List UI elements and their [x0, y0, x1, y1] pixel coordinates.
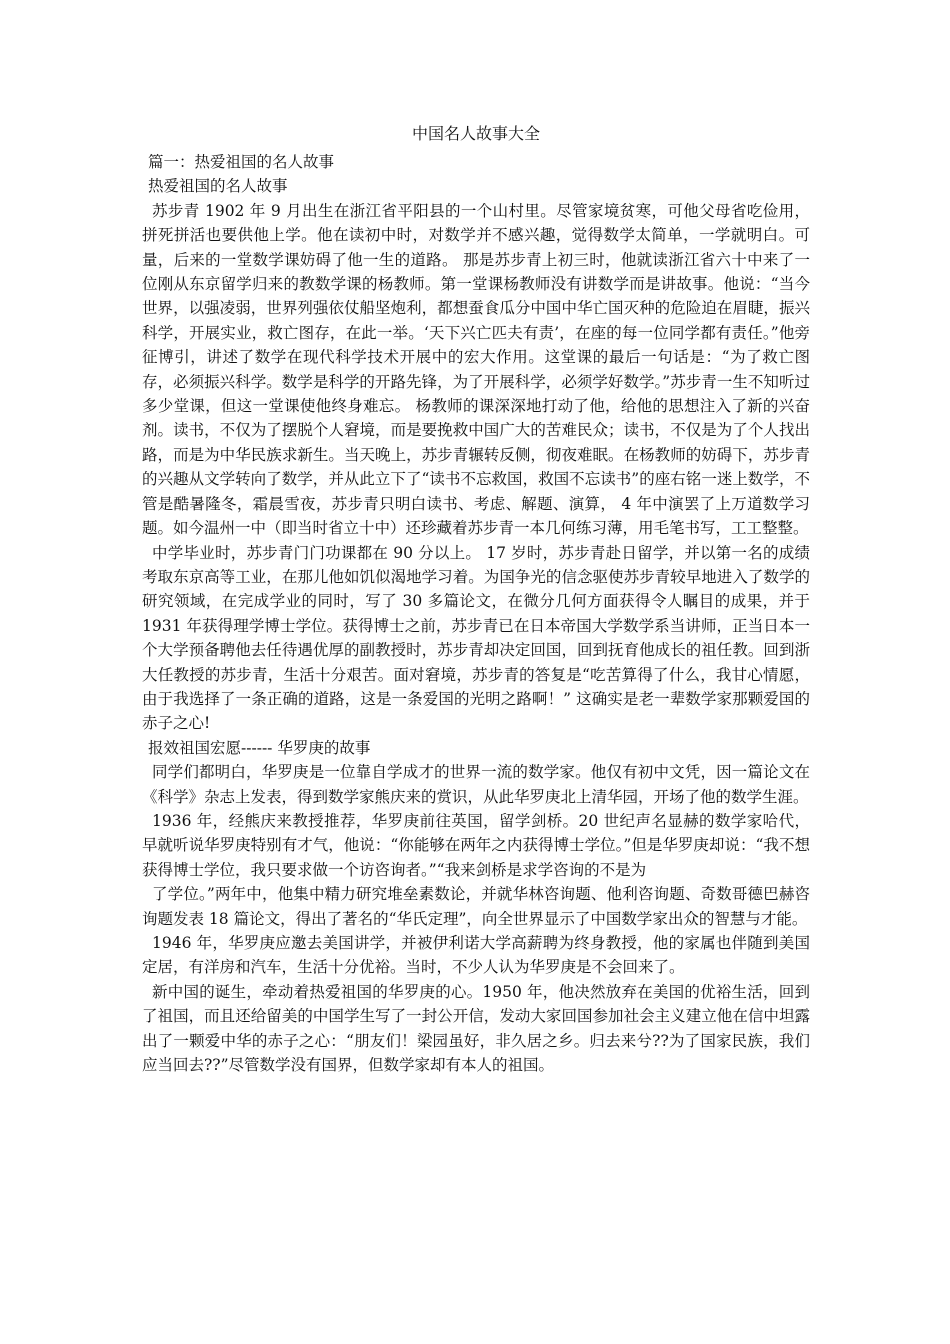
paragraph: 1936 年，经熊庆来教授推荐，华罗庚前往英国，留学剑桥。20 世纪声名显赫的数学家哈代，早就听说华罗庚特别有才气，他说：“你能够在两年之内获得博士学位。”但是华罗庚却说：“我不想获得博士学位，我只要求做一个访咨询者。”“我来剑桥是求学咨询的不是为	[142, 811, 810, 879]
paragraph: 中学毕业时，苏步青门门功课都在 90 分以上。 17 岁时，苏步青赴日留学，并以第一名的成绩考取东京高等工业，在那儿他如饥似渴地学习着。为国争光的信念驱使苏步青较早地进入了数学的研究领域，在完成学业的同时，写了 30 多篇论文，在微分几何方面获得令人瞩目的成果，并于 1931 年获得理学博士学位。获得博士之前，苏步青已在日本帝国大学数学系当讲师，正当日本一个大学预备聘他去任待遇优厚的副教授时，苏步青却决定回国，回到抚育他成长的祖任教。回到浙大任教授的苏步青，生活十分艰苦。面对窘境，苏步青的答复是“吃苦算得了什么，我甘心情愿，由于我选择了一条正确的道路，这是一条爱国的光明之路啊！” 这确实是老一辈数学家那颗爱国的赤子之心!	[142, 543, 810, 733]
document-title: 中国名人故事大全	[411, 124, 540, 143]
paragraph: 1946 年，华罗庚应邀去美国讲学，并被伊利诺大学高薪聘为终身教授，他的家属也伴随到美国定居，有洋房和汽车，生活十分优裕。当时，不少人认为华罗庚是不会回来了。	[142, 934, 810, 977]
sub-heading: 热爱祖国的名人故事	[148, 177, 288, 196]
paragraph: 新中国的诞生，牵动着热爱祖国的华罗庚的心。1950 年，他决然放弃在美国的优裕生活，回到了祖国，而且还给留美的中国学生写了一封公开信，发动大家回国参加社会主义建立他在信中坦露出了一颗爱中华的赤子之心：“朋友们！梁园虽好，非久居之乡。归去来兮??为了国家民族，我们应当回去??”尽管数学没有国界，但数学家却有本人的祖国。	[142, 982, 810, 1075]
section-heading: 篇一：热爱祖国的名人故事	[148, 153, 335, 171]
sub-heading-hua-luogeng: 报效祖国宏愿------ 华罗庚的故事	[148, 738, 371, 757]
paragraph: 了学位。”两年中，他集中精力研究堆垒素数论，并就华林咨询题、他利咨询题、奇数哥德巴赫咨询题发表 18 篇论文，得出了著名的“华氏定理”，向全世界显示了中国数学家出众的智慧与才能。	[142, 885, 810, 928]
paragraph: 苏步青 1902 年 9 月出生在浙江省平阳县的一个山村里。尽管家境贫寒，可他父母省吃俭用，拼死拼活也要供他上学。他在读初中时，对数学并不感兴趣，觉得数学太简单，一学就明白。可量，后来的一堂数学课妨碍了他一生的道路。 那是苏步青上初三时，他就读浙江省六十中来了一位刚从东京留学归来的教数学课的杨教师。第一堂课杨教师没有讲数学而是讲故事。他说：“当今世界，以强凌弱，世界列强依仗船坚炮利，都想蚕食瓜分中国中华亡国灭种的危险迫在眉睫，振兴科学，开展实业，救亡图存，在此一举。‘天下兴亡匹夫有责’，在座的每一位同学都有责任。”他旁征博引，讲述了数学在现代科学技术开展中的宏大作用。这堂课的最后一句话是：“为了救亡图存，必须振兴科学。数学是科学的开路先锋，为了开展科学，必须学好数学。”苏步青一生不知听过多少堂课，但这一堂课使他终身难忘。 杨教师的课深深地打动了他，给他的思想注入了新的兴奋剂。读书，不仅为了摆脱个人窘境，而是要挽救中国广大的苦难民众；读书，不仅是为了个人找出路，而是为中华民族求新生。当天晚上，苏步青辗转反侧，彻夜难眠。在杨教师的妨碍下，苏步青的兴趣从文学转向了数学，并从此立下了“读书不忘救国，救国不忘读书”的座右铭一迷上数学，不管是酷暑隆冬，霜晨雪夜，苏步青只明白读书、考虑、解题、演算， 4 年中演罢了上万道数学习题。如今温州一中（即当时省立十中）还珍藏着苏步青一本几何练习薄，用毛笔书写，工工整整。	[142, 201, 811, 538]
paragraph: 同学们都明白，华罗庚是一位靠自学成才的世界一流的数学家。他仅有初中文凭，因一篇论文在《科学》杂志上发表，得到数学家熊庆来的赏识，从此华罗庚北上清华园，开场了他的数学生涯。	[142, 763, 810, 806]
document-page	[142, 122, 810, 1077]
